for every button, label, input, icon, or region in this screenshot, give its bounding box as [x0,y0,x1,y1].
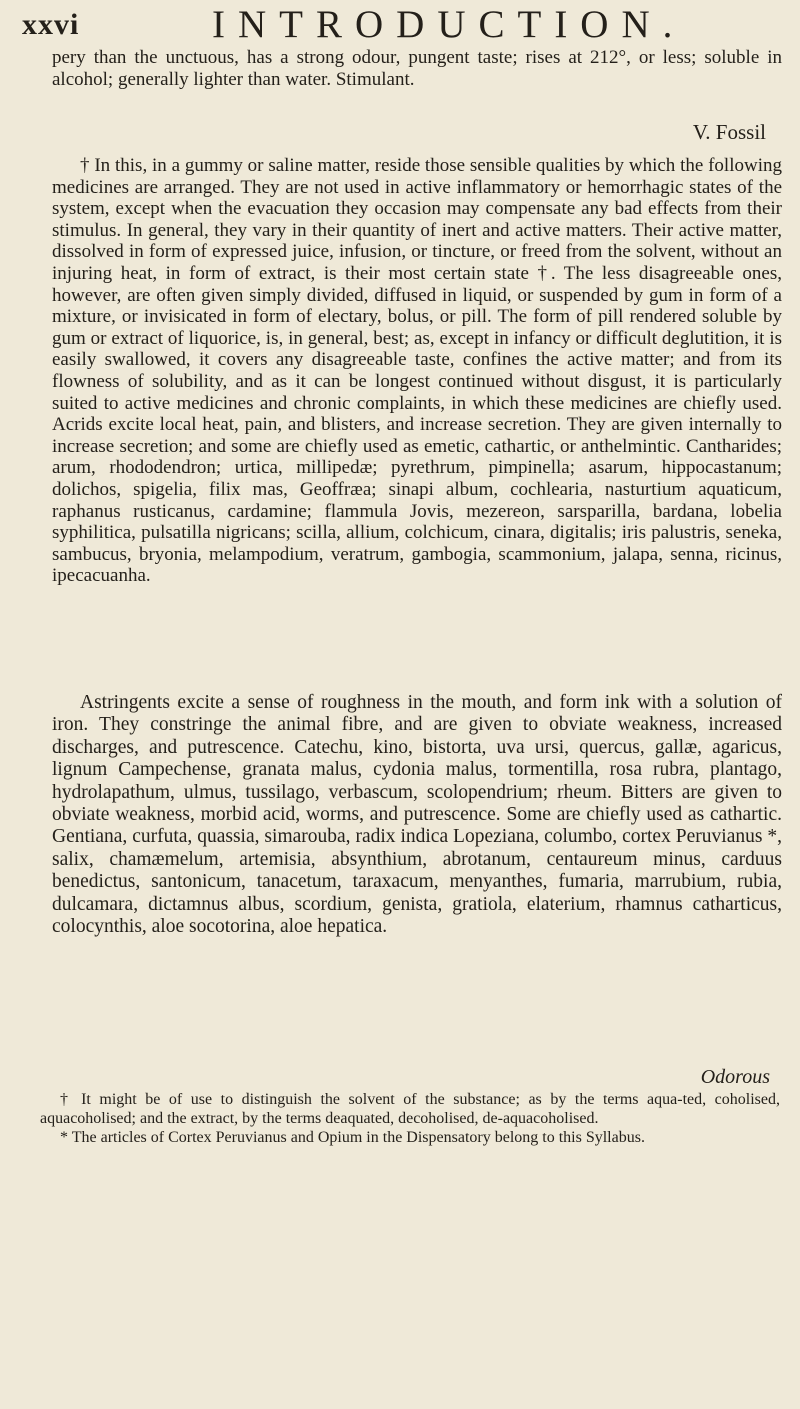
catchword: Odorous [700,1066,770,1088]
paragraph-opening: pery than the unctuous, has a strong odour, pungent taste; rises at 212°, or less; soluble in alcohol; generally lighter than water. Stimulant. [52,47,782,90]
section-heading: V. Fossil [692,120,766,144]
footnotes [40,1090,780,1147]
running-header [22,3,786,46]
paragraph-astringents-bitters: Astringents excite a sense of roughness in the mouth, and form ink with a solution of iron. They constringe the animal fibre, and are given to obviate weakness, increased discharges, and putrescence. Catechu, kino, bistorta, uva ursi, quercus, gallæ, agaricus, lignum Campechense, granata malus, cydonia malus, tormentilla, rosa rubra, plantago, hydrolapathum, ulmus, tussilago, verbascum, scolopendrium; rheum. Bitters are given to obviate weakness, morbid acid, worms, and putrescence. Some are chiefly used as cathartic. Gentiana, curfuta, quassia, simarouba, radix indica Lopeziana, columbo, cortex Peruvianus *, salix, chamæmelum, artemisia, absynthium, abrotanum, centaureum minus, carduus benedictus, santonicum, tanacetum, taraxacum, menyanthes, fumaria, marrubium, rubia, dulcamara, dictamnus albus, scordium, genista, gratiola, elaterium, rhamnus catharticus, colocynthis, aloe socotorina, aloe hepatica. [52,692,782,938]
footnote-dagger: † It might be of use to distinguish the solvent of the substance; as by the terms aqua-ted, coholised, aquacoholised; and the extract, by the terms deaquated, decoholised, de-aquacoholised. [40,1091,780,1127]
footnote-asterisk: * The articles of Cortex Peruvianus and Opium in the Dispensatory belong to this Syllabus. [60,1129,645,1146]
page-number: xxvi [22,8,80,41]
running-title: INTRODUCTION. [212,3,686,46]
paragraph-main: † In this, in a gummy or saline matter, reside those sensible qualities by which the following medicines are arranged. They are not used in active inflammatory or hemorrhagic states of the system, except when the evacuation they occasion may compensate any bad effects from their stimulus. In general, they vary in their quantity of inert and active matters. Their active matter, dissolved in form of expressed juice, infusion, or tincture, or freed from the solvent, without an injuring heat, in form of extract, is their most certain state †. The less disagreeable ones, however, are often given simply divided, diffused in liquid, or suspended by gum in form of a mixture, or invisicated in form of electary, bolus, or pill. The form of pill rendered soluble by gum or extract of liquorice, is, in general, best; as, except in infancy or difficult deglutition, it is easily swallowed, it covers any disagreeable taste, confines the active matter; and from its flowness of solubility, and as it can be longest continued without disgust, it is particularly suited to active medicines and chronic complaints, in which these medicines are chiefly used. Acrids excite local heat, pain, and blisters, and increase secretion. They are given internally to increase secretion; and some are chiefly used as emetic, cathartic, or anthelmintic. Cantharides; arum, rhododendron; urtica, millipedæ; pyrethrum, pimpinella; asarum, hippocastanum; dolichos, spigelia, filix mas, Geoffræa; sinapi album, cochlearia, nasturtium aquaticum, raphanus rusticanus, cardamine; flammula Jovis, mezereon, sarsparilla, bardana, lobelia syphilitica, pulsatilla nigricans; scilla, allium, colchicum, cinara, digitalis; iris palustris, seneka, sambucus, bryonia, melampodium, veratrum, gambogia, scammonium, jalapa, senna, ricinus, ipecacuanha. [52,155,782,587]
